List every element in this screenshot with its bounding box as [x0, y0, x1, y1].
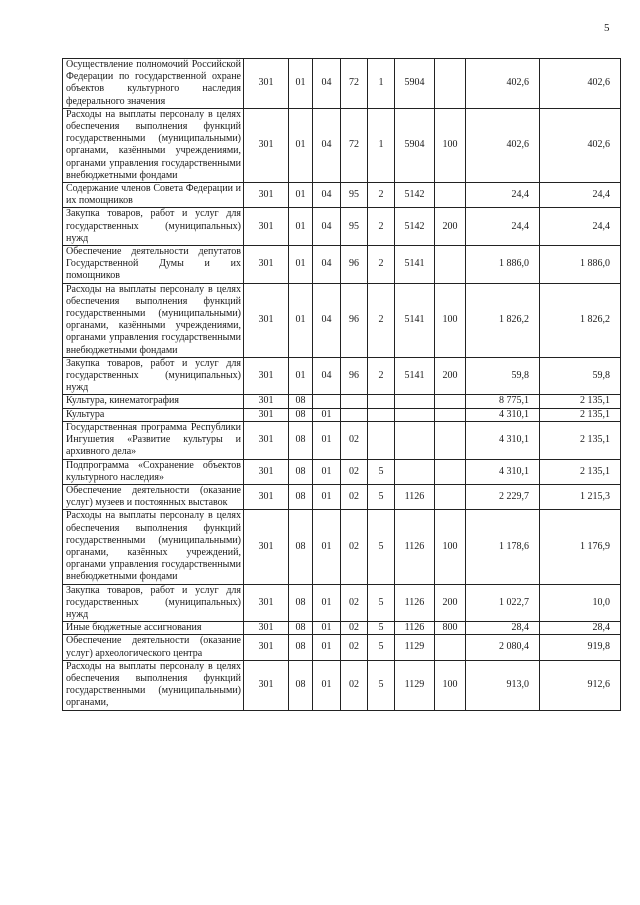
grbs-code-cell: 301: [244, 421, 289, 459]
target-item-code-cell: 5142: [395, 183, 435, 208]
subsection-code-cell: 01: [313, 635, 341, 660]
amount-2-cell: 2 135,1: [540, 459, 621, 484]
section-code-cell: 01: [289, 283, 313, 357]
page-number: 5: [604, 22, 610, 34]
section-code-cell: 08: [289, 660, 313, 710]
program-code-cell: 96: [341, 246, 368, 284]
program-code-cell: 02: [341, 622, 368, 635]
amount-1-cell: 8 775,1: [466, 395, 540, 408]
subprogram-code-cell: 5: [368, 510, 395, 584]
item-name-cell: Государственная программа Республики Ингушетия «Развитие культуры и архивного дела»: [63, 421, 244, 459]
expense-type-code-cell: 100: [435, 510, 466, 584]
item-name-cell: Содержание членов Совета Федерации и их помощников: [63, 183, 244, 208]
grbs-code-cell: 301: [244, 283, 289, 357]
grbs-code-cell: 301: [244, 208, 289, 246]
item-name-cell: Подпрограмма «Сохранение объектов культурного наследия»: [63, 459, 244, 484]
program-code-cell: 95: [341, 183, 368, 208]
expense-type-code-cell: [435, 246, 466, 284]
table-row: [63, 584, 621, 622]
program-code-cell: 02: [341, 484, 368, 509]
subsection-code-cell: 04: [313, 246, 341, 284]
subprogram-code-cell: [368, 408, 395, 421]
amount-1-cell: 28,4: [466, 622, 540, 635]
expense-type-code-cell: [435, 59, 466, 109]
amount-1-cell: 1 886,0: [466, 246, 540, 284]
expense-type-code-cell: 800: [435, 622, 466, 635]
expense-type-code-cell: 100: [435, 108, 466, 182]
table-row: [63, 484, 621, 509]
amount-1-cell: 24,4: [466, 208, 540, 246]
subprogram-code-cell: 1: [368, 59, 395, 109]
item-name-cell: Обеспечение деятельности (оказание услуг) археологического центра: [63, 635, 244, 660]
table-row: [63, 395, 621, 408]
subsection-code-cell: 01: [313, 622, 341, 635]
table-row: [63, 208, 621, 246]
subprogram-code-cell: 5: [368, 635, 395, 660]
subsection-code-cell: 01: [313, 484, 341, 509]
amount-2-cell: 912,6: [540, 660, 621, 710]
amount-2-cell: 1 826,2: [540, 283, 621, 357]
expense-type-code-cell: [435, 408, 466, 421]
amount-2-cell: 24,4: [540, 208, 621, 246]
section-code-cell: 01: [289, 183, 313, 208]
target-item-code-cell: 5141: [395, 246, 435, 284]
expense-type-code-cell: [435, 484, 466, 509]
section-code-cell: 01: [289, 108, 313, 182]
expense-type-code-cell: 200: [435, 357, 466, 395]
amount-2-cell: 1 886,0: [540, 246, 621, 284]
table-row: [63, 421, 621, 459]
table-row: [63, 635, 621, 660]
subprogram-code-cell: 2: [368, 183, 395, 208]
budget-table: [62, 58, 621, 711]
expense-type-code-cell: [435, 635, 466, 660]
subsection-code-cell: 04: [313, 59, 341, 109]
subsection-code-cell: 01: [313, 510, 341, 584]
section-code-cell: 08: [289, 635, 313, 660]
grbs-code-cell: 301: [244, 635, 289, 660]
subsection-code-cell: 01: [313, 660, 341, 710]
item-name-cell: Осуществление полномочий Российской Федерации по государственной охране объектов культурного наследия федерального значения: [63, 59, 244, 109]
amount-2-cell: 402,6: [540, 59, 621, 109]
section-code-cell: 08: [289, 622, 313, 635]
table-row: [63, 357, 621, 395]
target-item-code-cell: 5904: [395, 108, 435, 182]
subprogram-code-cell: 5: [368, 459, 395, 484]
subprogram-code-cell: 5: [368, 584, 395, 622]
amount-1-cell: 1 022,7: [466, 584, 540, 622]
program-code-cell: 02: [341, 421, 368, 459]
subsection-code-cell: 01: [313, 584, 341, 622]
amount-1-cell: 2 229,7: [466, 484, 540, 509]
program-code-cell: 95: [341, 208, 368, 246]
subprogram-code-cell: 5: [368, 484, 395, 509]
amount-2-cell: 2 135,1: [540, 395, 621, 408]
section-code-cell: 01: [289, 59, 313, 109]
table-row: [63, 408, 621, 421]
amount-2-cell: 10,0: [540, 584, 621, 622]
item-name-cell: Культура, кинематография: [63, 395, 244, 408]
expense-type-code-cell: 100: [435, 660, 466, 710]
table-row: [63, 108, 621, 182]
amount-1-cell: 4 310,1: [466, 408, 540, 421]
section-code-cell: 08: [289, 421, 313, 459]
target-item-code-cell: 1129: [395, 660, 435, 710]
expense-type-code-cell: [435, 459, 466, 484]
amount-1-cell: 1 178,6: [466, 510, 540, 584]
amount-1-cell: 402,6: [466, 108, 540, 182]
item-name-cell: Расходы на выплаты персоналу в целях обеспечения выполнения функций государственными (муниципальными) органами, казённых учреждений, органами управления государственными внебюджетными фондами: [63, 510, 244, 584]
program-code-cell: 72: [341, 108, 368, 182]
subprogram-code-cell: 2: [368, 208, 395, 246]
amount-1-cell: 2 080,4: [466, 635, 540, 660]
section-code-cell: 08: [289, 584, 313, 622]
grbs-code-cell: 301: [244, 408, 289, 421]
section-code-cell: 08: [289, 510, 313, 584]
amount-2-cell: 59,8: [540, 357, 621, 395]
table-row: [63, 660, 621, 710]
amount-1-cell: 402,6: [466, 59, 540, 109]
grbs-code-cell: 301: [244, 510, 289, 584]
target-item-code-cell: 5142: [395, 208, 435, 246]
subsection-code-cell: 01: [313, 408, 341, 421]
program-code-cell: 72: [341, 59, 368, 109]
target-item-code-cell: 1126: [395, 584, 435, 622]
amount-2-cell: 1 176,9: [540, 510, 621, 584]
expense-type-code-cell: [435, 183, 466, 208]
section-code-cell: 08: [289, 395, 313, 408]
subprogram-code-cell: 1: [368, 108, 395, 182]
target-item-code-cell: [395, 421, 435, 459]
grbs-code-cell: 301: [244, 59, 289, 109]
target-item-code-cell: 1126: [395, 510, 435, 584]
amount-1-cell: 4 310,1: [466, 421, 540, 459]
table-row: [63, 622, 621, 635]
subprogram-code-cell: 5: [368, 622, 395, 635]
section-code-cell: 01: [289, 357, 313, 395]
program-code-cell: [341, 408, 368, 421]
item-name-cell: Расходы на выплаты персоналу в целях обеспечения выполнения функций государственными (муниципальными) органами, казёнными учреждениями, органами управления государственными внебюджетными фондами: [63, 283, 244, 357]
section-code-cell: 01: [289, 208, 313, 246]
table-row: [63, 510, 621, 584]
item-name-cell: Расходы на выплаты персоналу в целях обеспечения выполнения функций государственными (муниципальными) органами,: [63, 660, 244, 710]
grbs-code-cell: 301: [244, 108, 289, 182]
amount-2-cell: 1 215,3: [540, 484, 621, 509]
grbs-code-cell: 301: [244, 183, 289, 208]
expense-type-code-cell: 200: [435, 208, 466, 246]
target-item-code-cell: 5141: [395, 283, 435, 357]
grbs-code-cell: 301: [244, 622, 289, 635]
subsection-code-cell: 01: [313, 421, 341, 459]
expense-type-code-cell: [435, 395, 466, 408]
grbs-code-cell: 301: [244, 584, 289, 622]
program-code-cell: 96: [341, 357, 368, 395]
target-item-code-cell: [395, 459, 435, 484]
grbs-code-cell: 301: [244, 357, 289, 395]
expense-type-code-cell: 100: [435, 283, 466, 357]
table-row: [63, 183, 621, 208]
subsection-code-cell: [313, 395, 341, 408]
subprogram-code-cell: [368, 421, 395, 459]
amount-2-cell: 2 135,1: [540, 408, 621, 421]
item-name-cell: Закупка товаров, работ и услуг для государственных (муниципальных) нужд: [63, 357, 244, 395]
item-name-cell: Обеспечение деятельности депутатов Государственной Думы и их помощников: [63, 246, 244, 284]
subprogram-code-cell: 5: [368, 660, 395, 710]
subprogram-code-cell: 2: [368, 283, 395, 357]
table-row: [63, 246, 621, 284]
target-item-code-cell: [395, 395, 435, 408]
grbs-code-cell: 301: [244, 395, 289, 408]
subsection-code-cell: 04: [313, 357, 341, 395]
item-name-cell: Иные бюджетные ассигнования: [63, 622, 244, 635]
amount-2-cell: 2 135,1: [540, 421, 621, 459]
amount-1-cell: 913,0: [466, 660, 540, 710]
amount-2-cell: 28,4: [540, 622, 621, 635]
subprogram-code-cell: [368, 395, 395, 408]
program-code-cell: 02: [341, 510, 368, 584]
subsection-code-cell: 04: [313, 283, 341, 357]
table-row: [63, 283, 621, 357]
subprogram-code-cell: 2: [368, 357, 395, 395]
item-name-cell: Расходы на выплаты персоналу в целях обеспечения выполнения функций государственными (муниципальными) органами, казёнными учреждениями, органами управления государственными внебюджетными фондами: [63, 108, 244, 182]
amount-2-cell: 919,8: [540, 635, 621, 660]
section-code-cell: 08: [289, 484, 313, 509]
table-row: [63, 459, 621, 484]
program-code-cell: 96: [341, 283, 368, 357]
table-row: [63, 59, 621, 109]
program-code-cell: 02: [341, 584, 368, 622]
program-code-cell: [341, 395, 368, 408]
target-item-code-cell: 1126: [395, 622, 435, 635]
grbs-code-cell: 301: [244, 459, 289, 484]
amount-1-cell: 4 310,1: [466, 459, 540, 484]
item-name-cell: Закупка товаров, работ и услуг для государственных (муниципальных) нужд: [63, 208, 244, 246]
item-name-cell: Культура: [63, 408, 244, 421]
subsection-code-cell: 01: [313, 459, 341, 484]
section-code-cell: 08: [289, 408, 313, 421]
program-code-cell: 02: [341, 660, 368, 710]
subsection-code-cell: 04: [313, 108, 341, 182]
subprogram-code-cell: 2: [368, 246, 395, 284]
target-item-code-cell: 1126: [395, 484, 435, 509]
target-item-code-cell: 5904: [395, 59, 435, 109]
target-item-code-cell: [395, 408, 435, 421]
amount-1-cell: 24,4: [466, 183, 540, 208]
amount-2-cell: 24,4: [540, 183, 621, 208]
program-code-cell: 02: [341, 635, 368, 660]
amount-1-cell: 1 826,2: [466, 283, 540, 357]
program-code-cell: 02: [341, 459, 368, 484]
target-item-code-cell: 5141: [395, 357, 435, 395]
section-code-cell: 08: [289, 459, 313, 484]
grbs-code-cell: 301: [244, 660, 289, 710]
amount-2-cell: 402,6: [540, 108, 621, 182]
subsection-code-cell: 04: [313, 183, 341, 208]
item-name-cell: Обеспечение деятельности (оказание услуг) музеев и постоянных выставок: [63, 484, 244, 509]
grbs-code-cell: 301: [244, 246, 289, 284]
expense-type-code-cell: [435, 421, 466, 459]
amount-1-cell: 59,8: [466, 357, 540, 395]
target-item-code-cell: 1129: [395, 635, 435, 660]
item-name-cell: Закупка товаров, работ и услуг для государственных (муниципальных) нужд: [63, 584, 244, 622]
expense-type-code-cell: 200: [435, 584, 466, 622]
subsection-code-cell: 04: [313, 208, 341, 246]
section-code-cell: 01: [289, 246, 313, 284]
grbs-code-cell: 301: [244, 484, 289, 509]
